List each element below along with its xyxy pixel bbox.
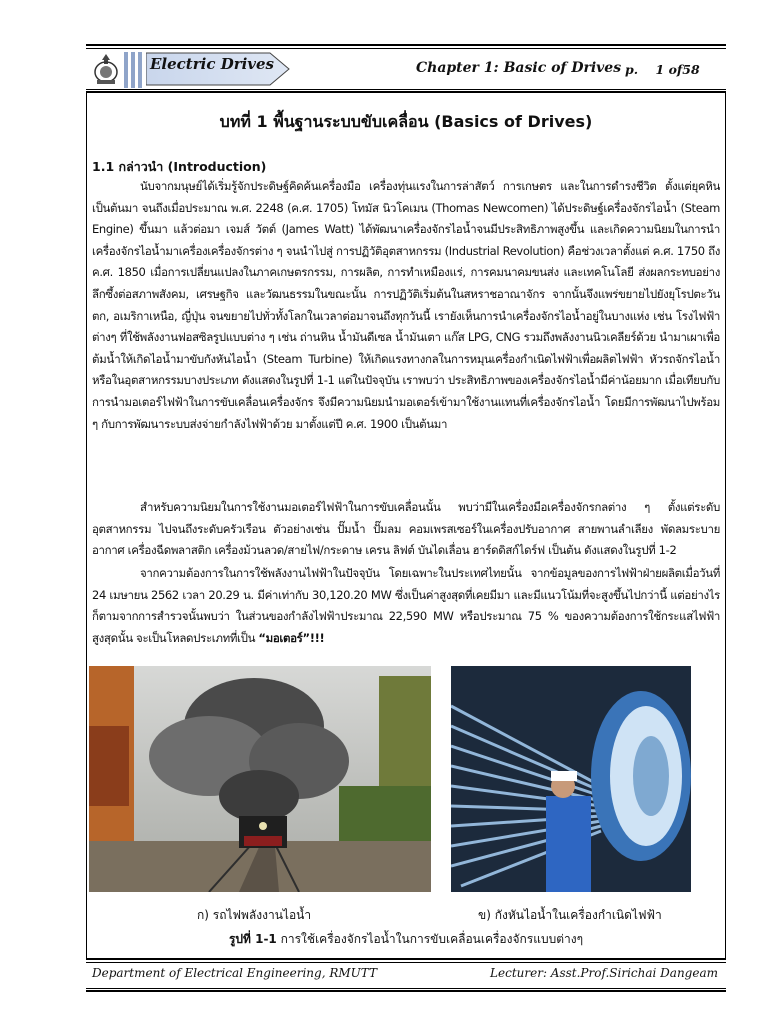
figure-label: รูปที่ 1-1 <box>228 932 277 946</box>
header-rule-bottom <box>86 91 726 93</box>
footer-rule-bottom <box>86 990 726 992</box>
footer-lecturer: Lecturer: Asst.Prof.Sirichai Dangeam <box>490 966 718 980</box>
course-title: Electric Drives <box>150 55 275 73</box>
page-total: 58 <box>682 62 700 77</box>
page-number <box>625 62 700 77</box>
paragraph-1-text: นับจากมนุษย์ได้เริ่มรู้จักประดิษฐ์คิดค้นเครื่องมือ เครื่องทุ่นแรงในการล่าสัตว์ การเกษตร และในการดำรงชีวิต ตั้งแต่ยุคหินเป็นต้นมา จนถึงเมื่อประมาณ พ.ศ. 2248 (ค.ศ. 1705) โทมัส นิวโคเมน (Thomas Newcomen) ได้ประดิษฐ์เครื่องจักรไอน้ำ (Steam Engine) ขึ้นมา แล้วต่อมา เจมส์ วัตต์ (James Watt) ได้พัฒนาเครื่องจักรไอน้ำจนมีประสิทธิภาพสูงขึ้น และเกิดความนิยมในการนำเครื่องจักรไอน้ำมาเครื่องเครื่องจักรต่าง ๆ จนนำไปสู่ การปฏิวัติอุตสาหกรรม (Industrial Revolution) คือช่วงเวลาตั้งแต่ ค.ศ. 1750 ถึง ค.ศ. 1850 เมื่อการเปลี่ยนแปลงในภาคเกษตรกรรม, การผลิต, การทำเหมืองแร่, การคมนาคมขนส่ง และเทคโนโลยี ส่งผลกระทบอย่างลึกซึ้งต่อสภาพสังคม, เศรษฐกิจ และวัฒนธรรมในขณะนั้น การปฏิวัติเริ่มต้นในสหราชอาณาจักร จากนั้นจึงแพร่ขยายไปยังยุโรปตะวันตก, อเมริกาเหนือ, ญี่ปุ่น จนขยายไปทั่วทั้งโลกในเวลาต่อมาจนถึงทุกวันนี้ เรายังเห็นการนำเครื่องจักรไอน้ำอยู่ในบางแห่ง เช่น โรงไฟฟ้าต่างๆ ที่ใช้พลังงานฟอสซิลรูปแบบต่าง ๆ เช่น ถ่านหิน น้ำมันดีเซล น้ำมันเตา แก๊ส LPG, CNG รวมถึงพลังงานนิวเคลียร์ด้วย นำมาเผาเพื่อต้มน้ำให้เกิดไอน้ำมาขับกังหันไอน้ำ (Steam Turbine) ให้เกิดแรงทางกลในการหมุนเครื่องกำเนิดไฟฟ้าเพื่อผลิตไฟฟ้า หัวรถจักรไอน้ำ หรือในอุตสาหกรรมบางประเภท ดังแสดงในรูปที่ 1-1 แต่ในปัจจุบัน เราพบว่า ประสิทธิภาพของเครื่องจักรไอน้ำมีค่าน้อยมาก เมื่อเทียบกับการนำมอเตอร์ไฟฟ้าในการขับเคลื่อนเครื่องจักร จึงมีความนิยมนำมอเตอร์เข้ามาใช้งานแทนที่เครื่องจักรไอน้ำ โดยมีการพัฒนาไปพร้อม ๆ กับการพัฒนาระบบส่งจ่ายกำลังไฟฟ้าด้วย มาตั้งแต่ปี ค.ศ. 1900 เป็นต้นมา <box>92 179 720 431</box>
steam-turbine-photo <box>451 666 691 892</box>
footer-rule-top-thin <box>86 962 726 963</box>
page-current: 1 <box>655 62 665 77</box>
header-rule-bottom-thin <box>86 89 726 90</box>
steam-train-photo <box>89 666 431 892</box>
paragraph-1 <box>92 176 720 496</box>
paragraph-2-text: สำหรับความนิยมในการใช้งานมอเตอร์ไฟฟ้าในการขับเคลื่อนนั้น พบว่ามีในเครื่องมือเครื่องจักรกลต่าง ๆ ตั้งแต่ระดับอุตสาหกรรม ไปจนถึงระดับครัวเรือน ตัวอย่างเช่น ปั๊มน้ำ ปั๊มลม คอมเพรสเซอร์ในเครื่องปรับอากาศ สายพานลำเลียง พัดลมระบายอากาศ เครื่องฉีดพลาสติก เครื่องม้วนลวด/สายไฟ/กระดาษ เครน ลิฟต์ บันไดเลื่อน ฮาร์ดดิสก์ไดร์ฟ เป็นต้น ดังแสดงในรูปที่ 1-2 <box>92 500 720 558</box>
page-title: บทที่ 1 พื้นฐานระบบขับเคลื่อน (Basics of Drives) <box>219 112 593 131</box>
header-rule-top <box>86 44 726 46</box>
caption-b: ข) กังหันไอน้ำในเครื่องกำเนิดไฟฟ้า <box>478 908 662 922</box>
frame-left-line <box>86 93 87 959</box>
university-logo-icon <box>91 52 121 86</box>
frame-right-line <box>725 93 726 959</box>
caption-a: ก) รถไฟพลังงานไอน้ำ <box>197 908 312 922</box>
footer-rule-bottom-thin <box>86 988 726 989</box>
paragraph-3 <box>92 563 720 659</box>
footer-rule-top <box>86 958 726 960</box>
chapter-title: Chapter 1: Basic of Drives <box>416 60 622 76</box>
header-decor-bars <box>124 52 146 88</box>
paragraph-2 <box>92 497 720 563</box>
figure-text: การใช้เครื่องจักรไอน้ำในการขับเคลื่อนเครื่องจักรแบบต่างๆ <box>280 932 584 946</box>
section-heading: 1.1 กล่าวนำ (Introduction) <box>92 159 267 174</box>
page-of: of <box>668 62 683 77</box>
header-rule-top-thin <box>86 48 726 49</box>
figure-caption <box>86 930 726 949</box>
motor-emphasis: “มอเตอร์”!!! <box>258 630 325 645</box>
paragraph-3-text: จากความต้องการในการใช้พลังงานไฟฟ้าในปัจจุบัน โดยเฉพาะในประเทศไทยนั้น จากข้อมูลของการไฟฟ้าฝ่ายผลิตเมื่อวันที่ 24 เมษายน 2562 เวลา 20.29 น. มีค่าเท่ากับ 30,120.20 MW ซึ่งเป็นค่าสูงสุดที่เคยมีมา และมีแนวโน้มที่จะสูงขึ้นไปกว่านี้ แต่อย่างไรก็ตามจากการสำรวจนั้นพบว่า ในส่วนของกำลังไฟฟ้าประมาณ 22,590 MW หรือประมาณ 75 % ของความต้องการใช้กระแสไฟฟ้าสูงสุดนั้น จะเป็นโหลดประเภทที่เป็น <box>92 566 720 645</box>
footer-department: Department of Electrical Engineering, RMUTT <box>92 966 378 980</box>
page-label: p. <box>625 62 639 77</box>
